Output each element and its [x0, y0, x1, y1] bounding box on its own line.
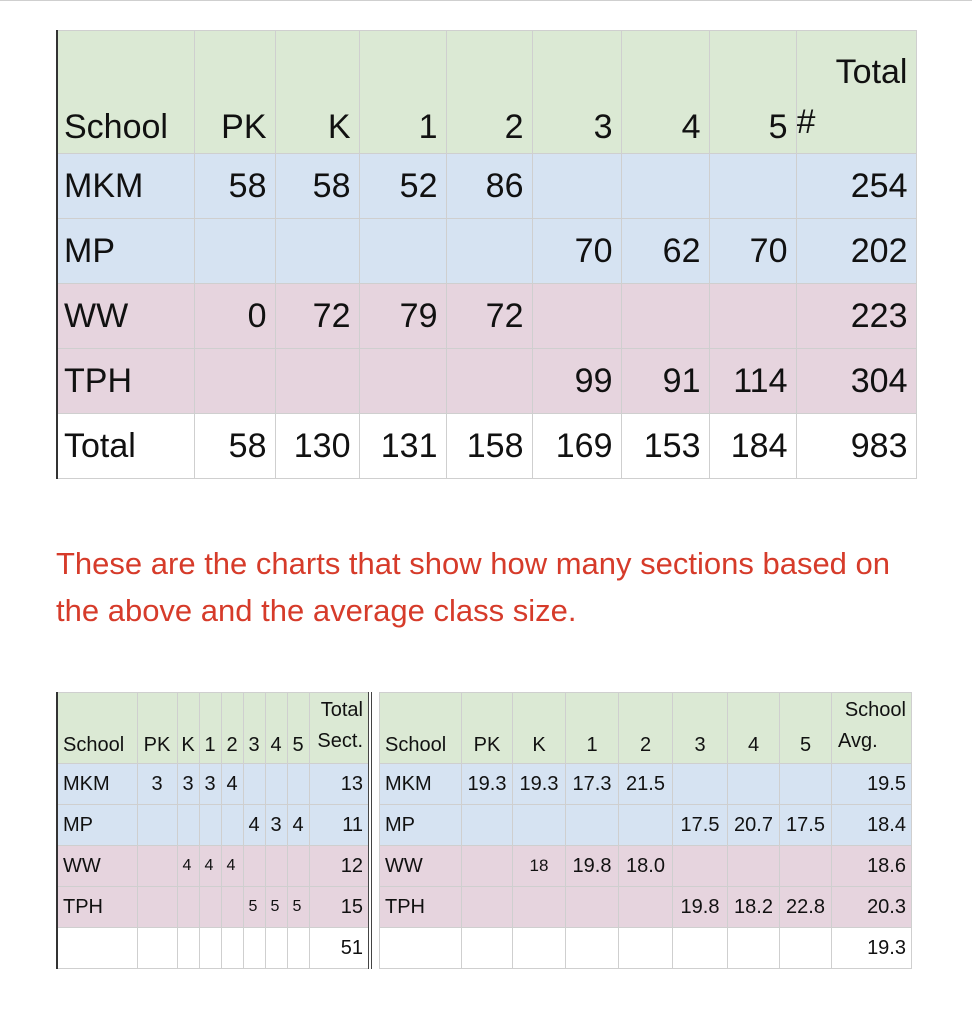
cell — [673, 846, 728, 887]
header-grade-3: 3 — [532, 31, 621, 154]
cell — [728, 846, 780, 887]
cell: 52 — [359, 154, 446, 219]
cell: 19.8 — [673, 887, 728, 928]
cell: 19.3 — [462, 764, 513, 805]
row-total: 254 — [796, 154, 916, 219]
cell: 72 — [446, 284, 532, 349]
header-grade-5: 5 — [709, 31, 796, 154]
cell — [566, 887, 619, 928]
cell: 58 — [275, 154, 359, 219]
totals-row — [57, 414, 916, 479]
empty-cell — [177, 928, 199, 969]
explanation-note: These are the charts that show how many sections based on the above and the average class size. — [56, 546, 891, 628]
sections-grand-total: 51 — [309, 928, 370, 969]
cell — [199, 887, 221, 928]
empty-cell — [513, 928, 566, 969]
cell: 79 — [359, 284, 446, 349]
header-avg-line1: School — [844, 699, 906, 721]
school-name: MP — [57, 219, 194, 284]
header-school-avg — [832, 693, 912, 764]
header-total-sections — [309, 693, 370, 764]
cell: 131 — [359, 414, 446, 479]
cell — [709, 284, 796, 349]
cell — [221, 887, 243, 928]
cell — [177, 805, 199, 846]
enrollment-header-row — [57, 31, 916, 154]
school-name: MP — [380, 805, 462, 846]
table-row — [57, 887, 370, 928]
cell — [446, 219, 532, 284]
school-name: WW — [57, 846, 137, 887]
empty-cell — [287, 928, 309, 969]
cell — [728, 764, 780, 805]
cell — [621, 284, 709, 349]
empty-cell — [566, 928, 619, 969]
header-grade-5: 5 — [287, 693, 309, 764]
header-k: K — [275, 31, 359, 154]
header-grade-1: 1 — [359, 31, 446, 154]
header-grade-5: 5 — [780, 693, 832, 764]
empty-cell — [619, 928, 673, 969]
row-total: 304 — [796, 349, 916, 414]
header-avg-line2: Avg. — [838, 730, 878, 752]
cell — [243, 846, 265, 887]
cell — [709, 154, 796, 219]
empty-cell — [243, 928, 265, 969]
empty-cell — [137, 928, 177, 969]
header-total-line2: Sect. — [317, 730, 363, 752]
cell: 184 — [709, 414, 796, 479]
row-total: 202 — [796, 219, 916, 284]
cell — [532, 154, 621, 219]
cell — [513, 887, 566, 928]
table-row — [57, 805, 370, 846]
header-k: K — [513, 693, 566, 764]
cell — [194, 349, 275, 414]
cell: 169 — [532, 414, 621, 479]
school-name: MKM — [57, 154, 194, 219]
cell: 4 — [221, 846, 243, 887]
header-grade-1: 1 — [199, 693, 221, 764]
header-grade-1: 1 — [566, 693, 619, 764]
cell: 18.2 — [728, 887, 780, 928]
cell — [194, 219, 275, 284]
cell: 72 — [275, 284, 359, 349]
cell: 70 — [532, 219, 621, 284]
header-total — [796, 31, 916, 154]
cell — [513, 805, 566, 846]
cell: 20.7 — [728, 805, 780, 846]
row-total: 15 — [309, 887, 370, 928]
header-grade-2: 2 — [221, 693, 243, 764]
cell: 62 — [621, 219, 709, 284]
cell: 58 — [194, 414, 275, 479]
cell — [780, 846, 832, 887]
cell: 17.5 — [780, 805, 832, 846]
header-school: School — [57, 31, 194, 154]
cell — [137, 805, 177, 846]
header-grade-3: 3 — [243, 693, 265, 764]
average-class-size-table — [379, 692, 912, 969]
header-total-line1: Total — [320, 699, 363, 721]
cell: 158 — [446, 414, 532, 479]
cell: 99 — [532, 349, 621, 414]
row-total: 12 — [309, 846, 370, 887]
header-school: School — [380, 693, 462, 764]
cell — [621, 154, 709, 219]
header-k: K — [177, 693, 199, 764]
empty-cell — [57, 928, 137, 969]
table-row — [57, 154, 916, 219]
cell: 21.5 — [619, 764, 673, 805]
cell: 19.3 — [513, 764, 566, 805]
cell — [177, 887, 199, 928]
empty-cell — [199, 928, 221, 969]
cell — [462, 805, 513, 846]
grand-total: 983 — [796, 414, 916, 479]
enrollment-table — [56, 30, 917, 479]
row-total: 13 — [309, 764, 370, 805]
totals-label: Total — [57, 414, 194, 479]
cell: 130 — [275, 414, 359, 479]
cell: 0 — [194, 284, 275, 349]
table-row — [57, 284, 916, 349]
header-pk: PK — [137, 693, 177, 764]
header-pk: PK — [194, 31, 275, 154]
cell: 3 — [137, 764, 177, 805]
cell: 70 — [709, 219, 796, 284]
header-grade-2: 2 — [619, 693, 673, 764]
cell — [243, 764, 265, 805]
cell — [137, 887, 177, 928]
empty-cell — [728, 928, 780, 969]
cell: 86 — [446, 154, 532, 219]
row-total: 11 — [309, 805, 370, 846]
cell — [275, 349, 359, 414]
empty-cell — [462, 928, 513, 969]
cell — [265, 764, 287, 805]
cell: 5 — [287, 887, 309, 928]
cell: 18 — [513, 846, 566, 887]
table-row — [57, 846, 370, 887]
school-name: TPH — [57, 887, 137, 928]
cell — [532, 284, 621, 349]
header-grade-4: 4 — [265, 693, 287, 764]
cell — [619, 887, 673, 928]
cell — [619, 805, 673, 846]
header-pk: PK — [462, 693, 513, 764]
cell: 4 — [221, 764, 243, 805]
school-average: 20.3 — [832, 887, 912, 928]
school-name: TPH — [380, 887, 462, 928]
cell — [673, 764, 728, 805]
sections-header-row — [57, 693, 370, 764]
cell — [287, 846, 309, 887]
header-grade-2: 2 — [446, 31, 532, 154]
empty-cell — [380, 928, 462, 969]
header-grade-4: 4 — [728, 693, 780, 764]
school-name: WW — [380, 846, 462, 887]
cell: 4 — [287, 805, 309, 846]
cell: 19.8 — [566, 846, 619, 887]
cell: 4 — [177, 846, 199, 887]
cell — [462, 887, 513, 928]
table-row — [380, 887, 912, 928]
cell: 17.5 — [673, 805, 728, 846]
cell — [462, 846, 513, 887]
header-total-line2: # — [796, 103, 816, 141]
cell: 3 — [265, 805, 287, 846]
top-divider — [0, 0, 972, 1]
cell: 153 — [621, 414, 709, 479]
school-average: 18.4 — [832, 805, 912, 846]
cell — [275, 219, 359, 284]
school-name: WW — [57, 284, 194, 349]
cell: 5 — [243, 887, 265, 928]
cell: 58 — [194, 154, 275, 219]
table-row — [57, 349, 916, 414]
header-school: School — [57, 693, 137, 764]
table-row — [380, 846, 912, 887]
header-grade-4: 4 — [621, 31, 709, 154]
empty-cell — [780, 928, 832, 969]
cell: 18.0 — [619, 846, 673, 887]
empty-cell — [673, 928, 728, 969]
totals-row — [57, 928, 370, 969]
cell: 5 — [265, 887, 287, 928]
school-name: MKM — [380, 764, 462, 805]
cell: 4 — [243, 805, 265, 846]
cell — [137, 846, 177, 887]
cell: 17.3 — [566, 764, 619, 805]
school-name: TPH — [57, 349, 194, 414]
cell — [446, 349, 532, 414]
cell: 3 — [199, 764, 221, 805]
empty-cell — [265, 928, 287, 969]
cell — [566, 805, 619, 846]
cell — [221, 805, 243, 846]
cell: 91 — [621, 349, 709, 414]
averages-header-row — [380, 693, 912, 764]
header-total-line1: Total — [835, 53, 908, 91]
overall-average: 19.3 — [832, 928, 912, 969]
totals-row — [380, 928, 912, 969]
table-row — [380, 805, 912, 846]
cell — [359, 219, 446, 284]
school-name: MKM — [57, 764, 137, 805]
empty-cell — [221, 928, 243, 969]
school-name: MP — [57, 805, 137, 846]
cell: 114 — [709, 349, 796, 414]
header-grade-3: 3 — [673, 693, 728, 764]
cell — [287, 764, 309, 805]
table-row — [380, 764, 912, 805]
sections-table — [56, 692, 372, 969]
cell — [780, 764, 832, 805]
cell — [359, 349, 446, 414]
table-row — [57, 764, 370, 805]
cell — [265, 846, 287, 887]
cell — [199, 805, 221, 846]
row-total: 223 — [796, 284, 916, 349]
school-average: 18.6 — [832, 846, 912, 887]
cell: 3 — [177, 764, 199, 805]
table-row — [57, 219, 916, 284]
cell: 22.8 — [780, 887, 832, 928]
school-average: 19.5 — [832, 764, 912, 805]
cell: 4 — [199, 846, 221, 887]
